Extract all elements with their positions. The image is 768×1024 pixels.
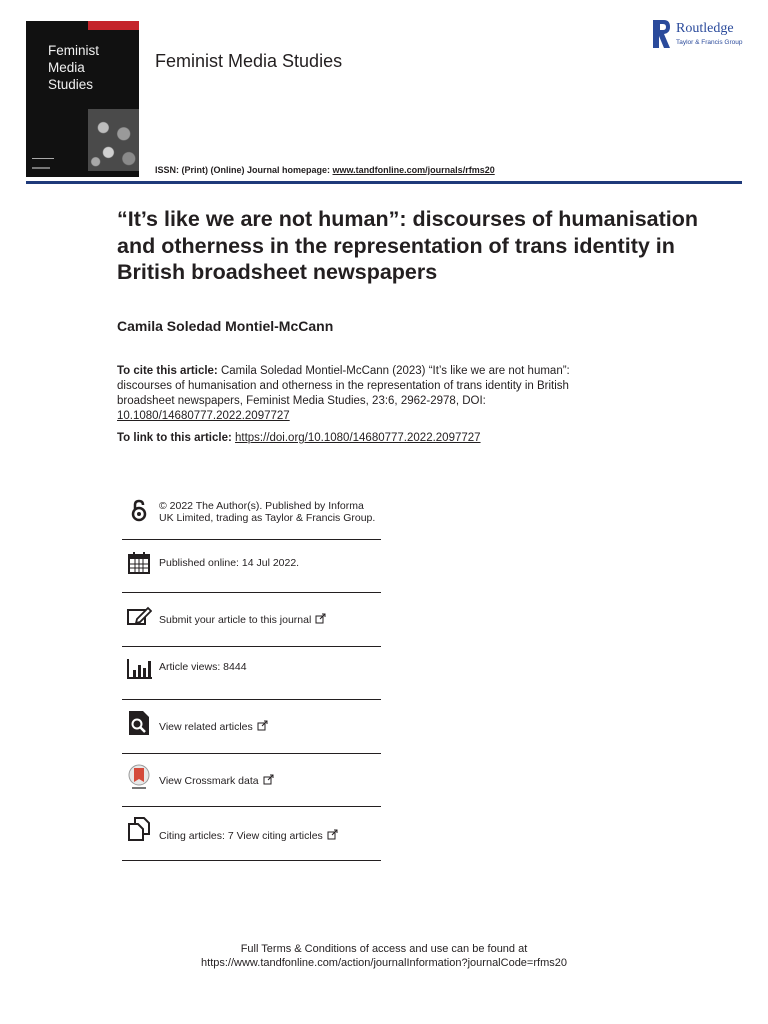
info-published: [122, 540, 381, 593]
article-author: Camila Soledad Montiel-McCann: [117, 318, 334, 334]
journal-homepage-link[interactable]: www.tandfonline.com/journals/rfms20: [332, 165, 495, 175]
citation-text: Camila Soledad Montiel-McCann (2023) “It’s like we are not human”: discourses of humanisation and otherness in the representation of trans identity in British broadsheet newspapers, Feminist Media Studies, 23:6, 2962-2978, DOI:: [117, 365, 570, 407]
cover-publisher-mark: [32, 158, 54, 165]
journal-name: Feminist Media Studies: [155, 51, 343, 71]
citation-doi-link[interactable]: 10.1080/14680777.2022.2097727: [117, 410, 290, 422]
info-text: Article views: 8444: [159, 661, 247, 673]
info-text[interactable]: [159, 720, 381, 733]
cover-title-line: Media: [48, 60, 85, 75]
article-doi-link[interactable]: https://doi.org/10.1080/14680777.2022.2097727: [235, 432, 481, 444]
cover-issn-mark: [32, 167, 50, 169]
external-link-icon: [257, 720, 268, 731]
bar-chart-icon: [126, 655, 152, 681]
cover-image: [88, 109, 139, 171]
crossmark-icon: [126, 764, 152, 790]
info-text[interactable]: [159, 829, 381, 842]
issn-line: [155, 165, 495, 175]
link-block: [117, 432, 481, 444]
routledge-subtitle: Taylor & Francis Group: [676, 39, 743, 46]
cover-red-strip: [88, 21, 139, 30]
edit-icon: [126, 604, 152, 630]
cover-title-line: Studies: [48, 77, 94, 92]
article-info-list: [122, 494, 381, 861]
submit-article-link[interactable]: Submit your article to this journal: [159, 614, 312, 626]
open-access-icon: [126, 498, 152, 524]
issn-label: ISSN: (Print) (Online) Journal homepage:: [155, 165, 333, 175]
routledge-name: Routledge: [676, 21, 734, 36]
crossmark-link[interactable]: View Crossmark data: [159, 775, 259, 787]
info-crossmark[interactable]: [122, 754, 381, 807]
info-related-articles[interactable]: [122, 700, 381, 754]
external-link-icon: [327, 829, 338, 840]
citation-label: To cite this article:: [117, 365, 218, 377]
info-article-views: [122, 647, 381, 700]
header-divider: [26, 181, 742, 184]
citation-block: [117, 364, 617, 424]
footer: [0, 942, 768, 970]
journal-cover: [26, 21, 139, 177]
info-citing-articles[interactable]: [122, 807, 381, 861]
info-text[interactable]: [159, 613, 381, 626]
info-submit-article[interactable]: [122, 593, 381, 647]
external-link-icon: [263, 774, 274, 785]
search-document-icon: [126, 710, 152, 736]
cover-title-line: Feminist: [48, 43, 100, 58]
calendar-icon: [126, 550, 152, 576]
info-text: Published online: 14 Jul 2022.: [159, 557, 300, 569]
info-open-access: [122, 494, 381, 540]
link-label: To link to this article:: [117, 432, 235, 444]
info-text[interactable]: [159, 774, 381, 787]
external-link-icon: [315, 613, 326, 624]
related-articles-link[interactable]: View related articles: [159, 721, 253, 733]
citing-articles-link[interactable]: Citing articles: 7 View citing articles: [159, 830, 323, 842]
info-text: © 2022 The Author(s). Published by Informa UK Limited, trading as Taylor & Francis Group.: [159, 500, 376, 524]
article-title: “It’s like we are not human”: discourses of humanisation and otherness in the representation of trans identity in British broadsheet newspapers: [117, 207, 699, 284]
footer-terms-url[interactable]: https://www.tandfonline.com/action/journalInformation?journalCode=rfms20: [201, 957, 567, 969]
footer-line-1: Full Terms & Conditions of access and use can be found at: [240, 943, 528, 955]
routledge-r-icon: [653, 20, 671, 48]
routledge-logo: [653, 20, 753, 50]
citing-articles-icon: [126, 816, 152, 842]
